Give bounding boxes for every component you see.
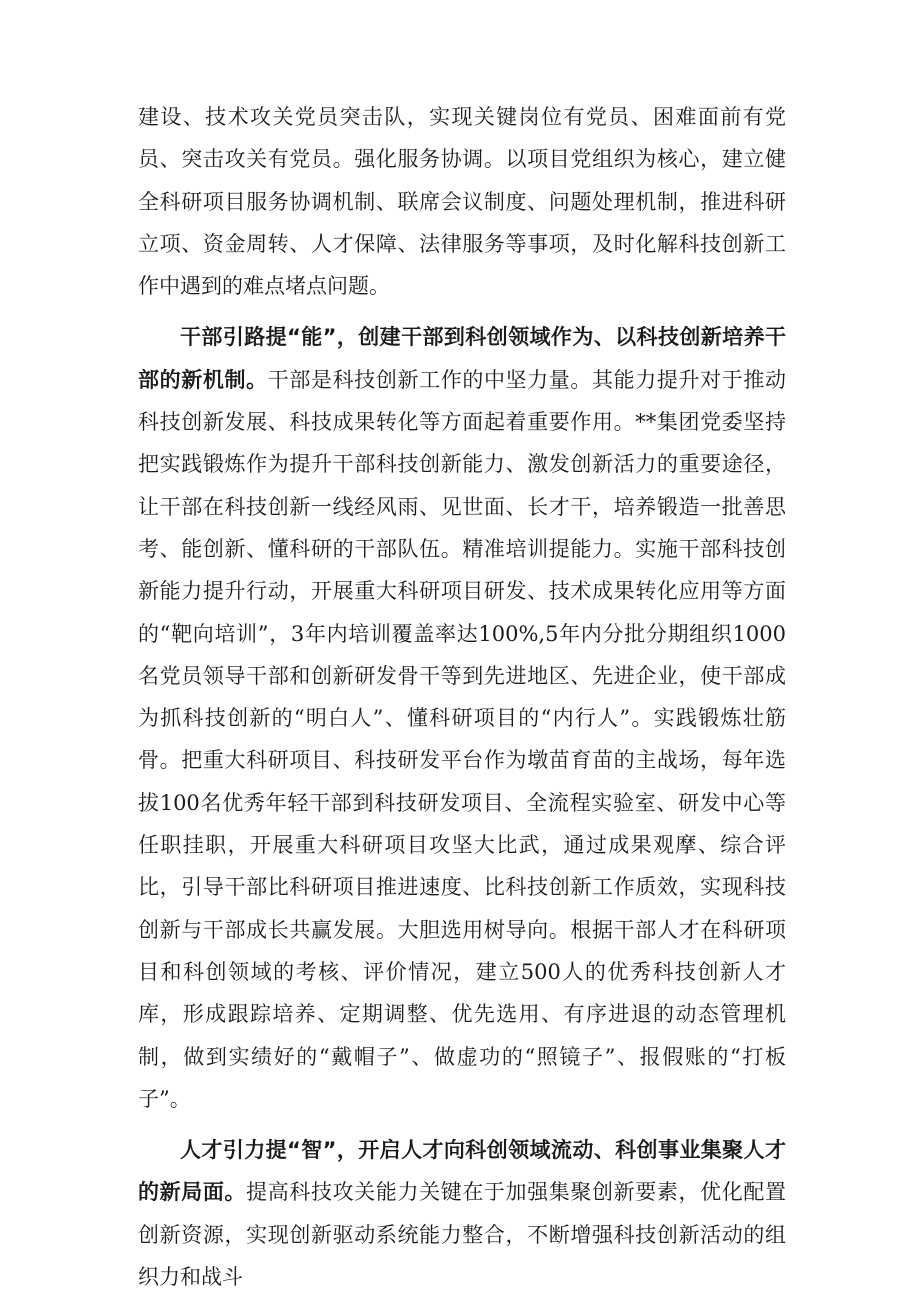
document-body — [138, 96, 786, 1307]
paragraph-body: 提高科技攻关能力关键在于加强集聚创新要素，优化配置创新资源，实现创新驱动系统能力整合，不断增强科技创新活动的组织力和战斗 — [138, 1180, 787, 1290]
paragraph-cadres — [138, 316, 786, 1120]
paragraph-talent — [138, 1129, 786, 1298]
paragraph-body: 建设、技术攻关党员突击队，实现关键岗位有党员、困难面前有党员、突击攻关有党员。强化服务协调。以项目党组织为核心，建立健全科研项目服务协调机制、联席会议制度、问题处理机制，推进科研立项、资金周转、人才保障、法律服务等事项，及时化解科技创新工作中遇到的难点堵点问题。 — [138, 105, 786, 299]
paragraph-heading: 人才引力提“智”，开启人才向科创领域流动、科创事业集聚人才的新局面。 — [138, 1138, 786, 1205]
paragraph-body: 干部是科技创新工作的中坚力量。其能力提升对于推动科技创新发展、科技成果转化等方面起着重要作用。**集团党委坚持把实践锻炼作为提升干部科技创新能力、激发创新活力的重要途径，让干部在科技创新一线经风雨、见世面、长才干，培养锻造一批善思考、能创新、懂科研的干部队伍。精准培训提能力。实施干部科技创新能力提升行动，开展重大科研项目研发、技术成果转化应用等方面的“靶向培训”，3年内培训覆盖率达100%,5年内分批分期组织1000名党员领导干部和创新研发骨干等到先进地区、先进企业，使干部成为抓科技创新的“明白人”、懂科研项目的“内行人”。实践锻炼壮筋骨。把重大科研项目、科技研发平台作为墩苗育苗的主战场，每年选拔100名优秀年轻干部到科技研发项目、全流程实验室、研发中心等任职挂职，开展重大科研项目攻坚大比武，通过成果观摩、综合评比，引导干部比科研项目推进速度、比科技创新工作质效，实现科技创新与干部成长共赢发展。大胆选用树导向。根据干部人才在科研项目和科创领域的考核、评价情况，建立500人的优秀科技创新人才库，形成跟踪培养、定期调整、优先选用、有序进退的动态管理机制，做到实绩好的“戴帽子”、做虚功的“照镜子”、报假账的“打板子”。 — [138, 367, 787, 1111]
paragraph-continued — [138, 96, 786, 307]
paragraph-heading: 干部引路提“能”，创建干部到科创领域作为、以科技创新培养干部的新机制。 — [138, 325, 786, 392]
